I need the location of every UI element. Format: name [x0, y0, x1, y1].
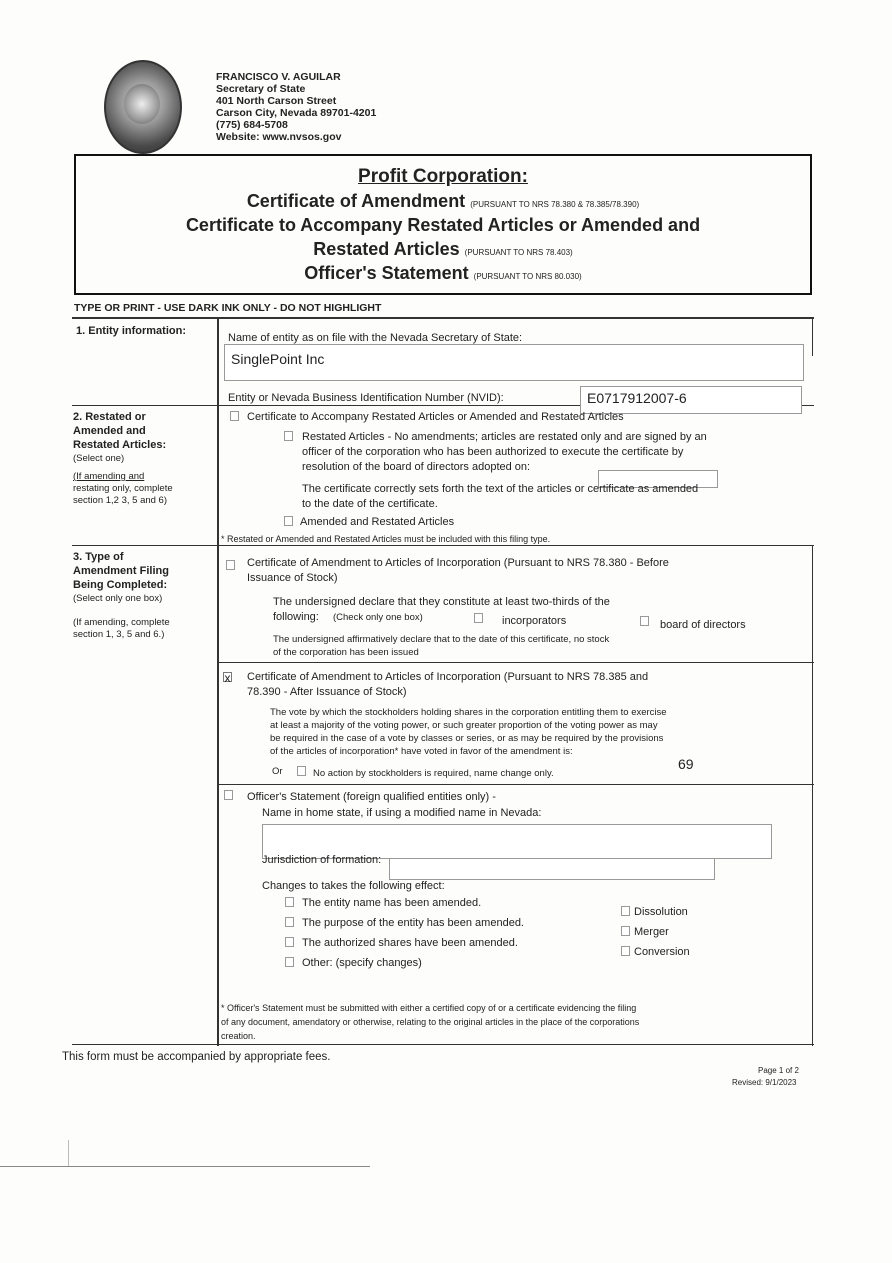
section2-note-3: section 1,2 3, 5 and 6) [73, 495, 168, 506]
nvid-prompt: Entity or Nevada Business Identification Number (NVID): [228, 392, 504, 404]
other-changes-checkbox[interactable] [285, 957, 294, 967]
label-column-divider [217, 318, 219, 1046]
fees-note: This form must be accompanied by appropriate fees. [62, 1051, 331, 1063]
before-issuance-checkbox[interactable] [226, 560, 235, 570]
section3-label-block [73, 550, 215, 641]
issuer-street: 401 North Carson Street [216, 95, 337, 107]
issuer-city: Carson City, Nevada 89701-4201 [216, 107, 377, 119]
issuer-website: Website: www.nvsos.gov [216, 131, 342, 143]
vote-percentage-value[interactable]: 69 [678, 756, 694, 772]
title-amendment: Certificate of Amendment [246, 191, 466, 211]
dissolution-checkbox[interactable] [621, 906, 630, 916]
officer-footnote-2: of any document, amendatory or otherwise, relating to the original articles in the place of the corporations [221, 1017, 640, 1027]
form-title-box [74, 154, 812, 295]
section2-note-1: (If amending and [73, 471, 145, 482]
amended-restated-checkbox[interactable] [284, 516, 293, 526]
purpose-amended-checkbox[interactable] [285, 917, 294, 927]
section3-label-3: Being Completed: [73, 579, 168, 591]
or-text: Or [272, 766, 283, 777]
title-restated: Certificate to Accompany Restated Articles or Amended and [185, 215, 701, 235]
title-amendment-note: (PURSUANT TO NRS 78.380 & 78.385/78.390) [470, 200, 640, 209]
page-number: Page 1 of 2 [758, 1066, 799, 1075]
jurisdiction-field[interactable] [389, 858, 715, 880]
merger-checkbox[interactable] [621, 926, 630, 936]
section3-select: (Select only one box) [73, 593, 163, 604]
restated-line-2: officer of the corporation who has been authorized to execute the certificate by [302, 446, 684, 458]
title-restated-note: (PURSUANT TO NRS 78.403) [464, 248, 573, 257]
issuer-role: Secretary of State [216, 83, 306, 95]
ink-instruction: TYPE OR PRINT - USE DARK INK ONLY - DO NOT HIGHLIGHT [74, 302, 382, 314]
section2-label-2: Amended and [73, 425, 146, 437]
restated-line-4: The certificate correctly sets forth the text of the articles or certificate as amended [302, 483, 699, 495]
jurisdiction-prompt: Jurisdiction of formation: [262, 854, 382, 866]
entity-name-amended-checkbox[interactable] [285, 897, 294, 907]
officer-footnote-1: * Officer's Statement must be submitted with either a certified copy of or a certificate evidencing the filing [221, 1003, 637, 1013]
section2-footnote: * Restated or Amended and Restated Articles must be included with this filing type. [221, 534, 551, 544]
section2-select: (Select one) [73, 453, 125, 464]
after-issuance-check-mark: x [224, 671, 231, 685]
check-only-one: (Check only one box) [333, 612, 423, 623]
restated-line-5: to the date of the certificate. [302, 498, 438, 510]
issuer-name: FRANCISCO V. AGUILAR [216, 71, 341, 83]
vote-line-4: of the articles of incorporation* have voted in favor of the amendment is: [270, 746, 573, 757]
section3-note-2: section 1, 3, 5 and 6.) [73, 629, 165, 640]
after-issuance-line-1: Certificate of Amendment to Articles of Incorporation (Pursuant to NRS 78.385 and [247, 671, 649, 683]
board-of-directors-checkbox[interactable] [640, 616, 649, 626]
amended-restated-label: Amended and Restated Articles [300, 516, 455, 528]
merger-label: Merger [634, 926, 669, 938]
right-border-upper [812, 318, 813, 356]
section2-label-block [73, 410, 215, 507]
entity-name-field[interactable] [224, 344, 804, 381]
board-of-directors-label: board of directors [660, 619, 746, 631]
purpose-amended-label: The purpose of the entity has been amended. [302, 917, 524, 929]
table-top-border [72, 317, 814, 319]
section3-label-2: Amendment Filing [73, 565, 169, 577]
affirm-line-2: of the corporation has been issued [273, 647, 419, 658]
conversion-label: Conversion [634, 946, 690, 958]
vote-line-2: at least a majority of the voting power, or such greater proportion of the voting power as may [270, 720, 658, 731]
before-issuance-line-1: Certificate of Amendment to Articles of Incorporation (Pursuant to NRS 78.380 - Before [247, 557, 669, 569]
section3-label-1: 3. Type of [73, 551, 124, 563]
section2-label-3: Restated Articles: [73, 439, 167, 451]
form-title: Profit Corporation: [358, 166, 528, 187]
section3-note-1: (If amending, complete [73, 617, 170, 628]
section2-note-2: restating only, complete [73, 483, 173, 494]
other-changes-label: Other: (specify changes) [302, 957, 422, 969]
table-bottom-border [72, 1044, 814, 1045]
no-action-checkbox[interactable] [297, 766, 306, 776]
revised-date: Revised: 9/1/2023 [732, 1078, 797, 1087]
incorporators-label: incorporators [502, 615, 567, 627]
scan-edge-mark [68, 1140, 69, 1166]
title-restated-2: Restated Articles [313, 239, 460, 259]
restated-line-1: Restated Articles - No amendments; articles are restated only and are signed by an [302, 431, 707, 443]
home-state-name-prompt: Name in home state, if using a modified name in Nevada: [262, 807, 542, 819]
vote-line-1: The vote by which the stockholders holding shares in the corporation entitling them to exercise [270, 707, 667, 718]
vote-line-3: be required in the case of a vote by classes or series, or as may be required by the provisions [270, 733, 664, 744]
issuer-phone: (775) 684-5708 [216, 119, 288, 131]
officer-footnote-3: creation. [221, 1031, 256, 1041]
incorporators-checkbox[interactable] [474, 613, 483, 623]
entity-name-prompt: Name of entity as on file with the Nevada Secretary of State: [228, 332, 523, 344]
accompany-label: Certificate to Accompany Restated Articles or Amended and Restated Articles [247, 411, 624, 423]
row-divider-3 [218, 662, 814, 663]
dissolution-label: Dissolution [634, 906, 688, 918]
officer-statement-checkbox[interactable] [224, 790, 233, 800]
right-border-lower [812, 545, 813, 1046]
changes-prompt: Changes to takes the following effect: [262, 880, 445, 892]
section1-label: 1. Entity information: [76, 325, 186, 337]
declare-line-1: The undersigned declare that they constitute at least two-thirds of the [273, 596, 610, 608]
declare-line-2: following: [273, 611, 319, 623]
title-officer: Officer's Statement [304, 263, 469, 283]
row-divider-4 [218, 784, 814, 785]
after-issuance-line-2: 78.390 - After Issuance of Stock) [247, 686, 407, 698]
restated-line-3: resolution of the board of directors adopted on: [302, 461, 531, 473]
entity-name-amended-label: The entity name has been amended. [302, 897, 482, 909]
shares-amended-checkbox[interactable] [285, 937, 294, 947]
section2-label-1: 2. Restated or [73, 411, 146, 423]
restated-checkbox[interactable] [284, 431, 293, 441]
affirm-line-1: The undersigned affirmatively declare that to the date of this certificate, no stock [273, 634, 610, 645]
shares-amended-label: The authorized shares have been amended. [302, 937, 518, 949]
accompany-checkbox[interactable] [230, 411, 239, 421]
before-issuance-line-2: Issuance of Stock) [247, 572, 338, 584]
nevada-state-seal [104, 60, 182, 154]
entity-name-value: SinglePoint Inc [231, 351, 325, 367]
scan-edge-line [0, 1166, 370, 1167]
row-divider-2 [72, 545, 814, 546]
no-action-label: No action by stockholders is required, name change only. [313, 768, 554, 779]
issuer-block [216, 71, 376, 143]
officer-statement-title: Officer's Statement (foreign qualified entities only) - [247, 791, 496, 803]
conversion-checkbox[interactable] [621, 946, 630, 956]
nvid-value: E0717912007-6 [587, 390, 687, 406]
title-officer-note: (PURSUANT TO NRS 80.030) [473, 272, 582, 281]
after-issuance-checkbox[interactable] [223, 671, 232, 685]
